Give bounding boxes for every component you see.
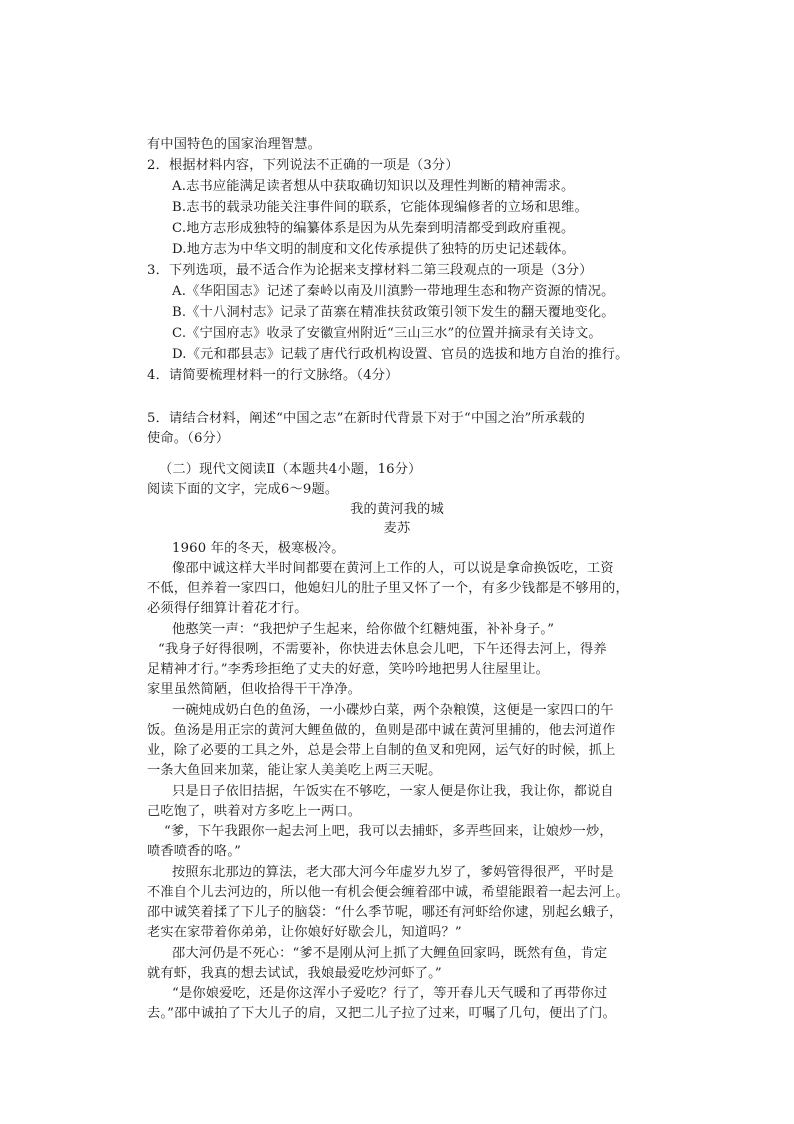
story-line: 足精神才行。”李秀珍拒绝了丈夫的好意，笑吟吟地把男人往屋里让。 [147,662,549,677]
question-5-line-2: 使命。（6分） [147,431,230,446]
story-line: 不准自个儿去河边的，所以他一有机会便会缠着邵中诚，希望能跟着一起去河上。 [147,885,629,900]
story-line: “是你娘爱吃，还是你这浑小子爱吃？行了，等开春儿天气暖和了再带你过 [172,986,608,1001]
section-heading: （二）现代文阅读Ⅱ（本题共4小题，16分） [159,462,422,477]
question-5-line-1: 5．请结合材料，阐述“中国之志”在新时代背景下对于“中国之治”所承载的 [147,411,585,426]
question-2-option-a: A.志书应能满足读者想从中获取确切知识以及理性判断的精神需求。 [172,179,575,194]
story-line: 己吃饱了，哄着对方多吃上一两口。 [147,804,362,819]
story-line: 邵中诚笑着揉了下儿子的脑袋：“什么季节呢，哪还有河虾给你逮，别起幺蛾子， [147,905,623,920]
section-instruction: 阅读下面的文字，完成6～9题。 [147,482,339,497]
question-3-option-c: C.《宁国府志》收录了安徽宣州附近“三山三水”的位置并摘录有关诗文。 [172,326,602,341]
story-line: 只是日子依旧拮据，午饭实在不够吃，一家人便是你让我，我让你，都说自 [172,784,614,799]
question-2-option-d: D.地方志为中华文明的制度和文化传承提供了独特的历史记述载体。 [172,242,575,257]
story-line: 像邵中诚这样大半时间都要在黄河上工作的人，可以说是拿命换饭吃，工资 [172,561,614,576]
story-line: 他憨笑一声：“我把炉子生起来，给你做个红糖炖蛋，补补身子。” [172,622,555,637]
story-line: 一碗炖成奶白色的鱼汤，一小碟炒白菜，两个杂粮馍，这便是一家四口的午 [172,703,614,718]
story-line: 不低，但养着一家四口，他媳妇儿的肚子里又怀了一个，有多少钱都是不够用的， [147,581,629,596]
question-3-option-a: A.《华阳国志》记述了秦岭以南及川滇黔一带地理生态和物产资源的情况。 [172,284,615,299]
story-author: 麦苏 [383,521,411,536]
story-title: 我的黄河我的城 [350,502,444,517]
question-3-option-b: B.《十八洞村志》记录了苗寨在精准扶贫政策引领下发生的翻天覆地变化。 [172,305,615,320]
question-2-stem: 2．根据材料内容，下列说法不正确的一项是（3分） [147,158,459,173]
story-line: 邵大河仍是不死心：“爹不是刚从河上抓了大鲤鱼回家吗，既然有鱼，肯定 [172,946,608,961]
story-line: 饭。鱼汤是用正宗的黄河大鲤鱼做的，鱼则是邵中诚在黄河里捕的，他去河道作 [147,723,616,738]
question-4: 4．请简要梳理材料一的行文脉络。（4分） [147,368,399,383]
story-line: 老实在家带着你弟弟，让你娘好好歇会儿，知道吗？” [147,925,462,940]
story-line: 必须得仔细算计着花才行。 [147,601,308,616]
story-line: 去。”邵中诚拍了下大儿子的肩，又把二儿子拉了过来，叮嘱了几句，便出了门。 [147,1006,616,1021]
question-2-option-b: B.志书的载录功能关注事件间的联系，它能体现编修者的立场和思维。 [172,200,588,215]
story-line: 按照东北那边的算法，老大邵大河今年虚岁九岁了，爹妈管得很严，平时是 [172,865,614,880]
story-line: 1960 年的冬天，极寒极冷。 [172,541,345,556]
story-line: “爹，下午我跟你一起去河上吧，我可以去捕虾，多弄些回来，让娘炒一炒， [164,824,613,839]
story-line: 一条大鱼回来加菜，能让家人美美吃上两三天呢。 [147,763,442,778]
question-3-option-d: D.《元和郡县志》记载了唐代行政机构设置、官员的选拔和地方自治的推行。 [172,347,629,362]
question-3-stem: 3．下列选项，最不适合作为论据来支撑材料二第三段观点的一项是（3分） [147,263,593,278]
question-2-option-c: C.地方志形成独特的编纂体系是因为从先秦到明清都受到政府重视。 [172,221,575,236]
story-line: “我身子好得很咧，不需要补，你快进去休息会儿吧，下午还得去河上，得养 [158,642,607,657]
story-line: 业，除了必要的工具之外，总是会带上自制的鱼叉和兜网，运气好的时候，抓上 [147,743,616,758]
story-line: 就有虾，我真的想去试试，我娘最爱吃炒河虾了。” [147,966,442,981]
story-line: 家里虽然简陋，但收拾得干干净净。 [147,682,362,697]
story-line: 喷香喷香的咯。” [147,844,242,859]
intro-tail: 有中国特色的国家治理智慧。 [147,137,322,152]
